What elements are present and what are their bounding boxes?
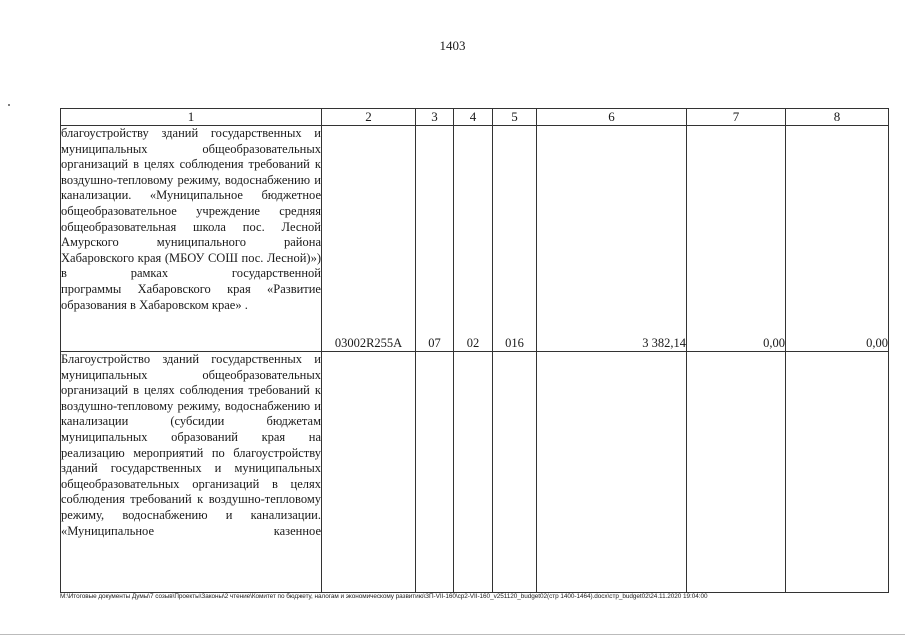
row-amount-col6 <box>537 352 687 593</box>
row-description-last: программы Хабаровского края «Развитие образования в Хабаровском крае» . <box>61 281 321 312</box>
row-amount-col8 <box>786 352 889 593</box>
row-amount-col6: 3 382,14 <box>537 126 687 352</box>
row-subsection <box>454 352 493 593</box>
row-description <box>61 126 322 352</box>
header-col-8: 8 <box>786 109 889 126</box>
header-col-7: 7 <box>687 109 786 126</box>
header-col-1: 1 <box>61 109 322 126</box>
row-target-code: 03002R255A <box>322 126 416 352</box>
row-description-text: благоустройству зданий государственных и муниципальных общеобразовательных организаций в целях соблюдения требований к воздушно-тепловому режиму, водоснабжению и канализации. «Муниципальное бюджетное общеобразовательное учреждение средняя общеобразовательная школа пос. Лесной Амурского муниципального района Хабаровского края (МБОУ СОШ пос. Лесной)») в рамках государственной <box>61 126 321 281</box>
table-row <box>61 126 889 352</box>
row-amount-col7: 0,00 <box>687 126 786 352</box>
table-row <box>61 352 889 593</box>
header-col-2: 2 <box>322 109 416 126</box>
row-description <box>61 352 322 593</box>
budget-table <box>60 108 889 593</box>
scan-speck <box>8 104 10 106</box>
row-amount-col7 <box>687 352 786 593</box>
page-number: 1403 <box>439 38 466 53</box>
header-col-3: 3 <box>416 109 454 126</box>
page-bottom-edge <box>0 634 905 635</box>
header-row <box>61 109 889 126</box>
row-target-code <box>322 352 416 593</box>
row-amount-col8: 0,00 <box>786 126 889 352</box>
header-col-5: 5 <box>493 109 537 126</box>
header-col-6: 6 <box>537 109 687 126</box>
row-description-text: Благоустройство зданий государственных и муниципальных общеобразовательных организаций в целях соблюдения требований к воздушно-тепловому режиму, водоснабжению и канализации (субсидии бюджетам муниципальных образований края на реализацию мероприятий по благоустройству зданий государственных и муниципальных общеобразовательных организаций в целях соблюдения требований к воздушно-тепловому режиму, водоснабжению и канализации. «Муниципальное казенное <box>61 352 321 538</box>
row-section <box>416 352 454 593</box>
footer-file-path: М:\Итоговые документы Думы\7 созыв\Проекты\Законы\2 чтение\Комитет по бюджету, налогам и экономическому развитию\ЗП-VII-160\ср2-VII-160_v251120_budget02(стр 1400-1464).docx\стр_budget02\24.11.2020 19:04:00 <box>60 593 708 600</box>
header-col-4: 4 <box>454 109 493 126</box>
row-section: 07 <box>416 126 454 352</box>
row-subsection: 02 <box>454 126 493 352</box>
row-expense-type <box>493 352 537 593</box>
row-expense-type: 016 <box>493 126 537 352</box>
